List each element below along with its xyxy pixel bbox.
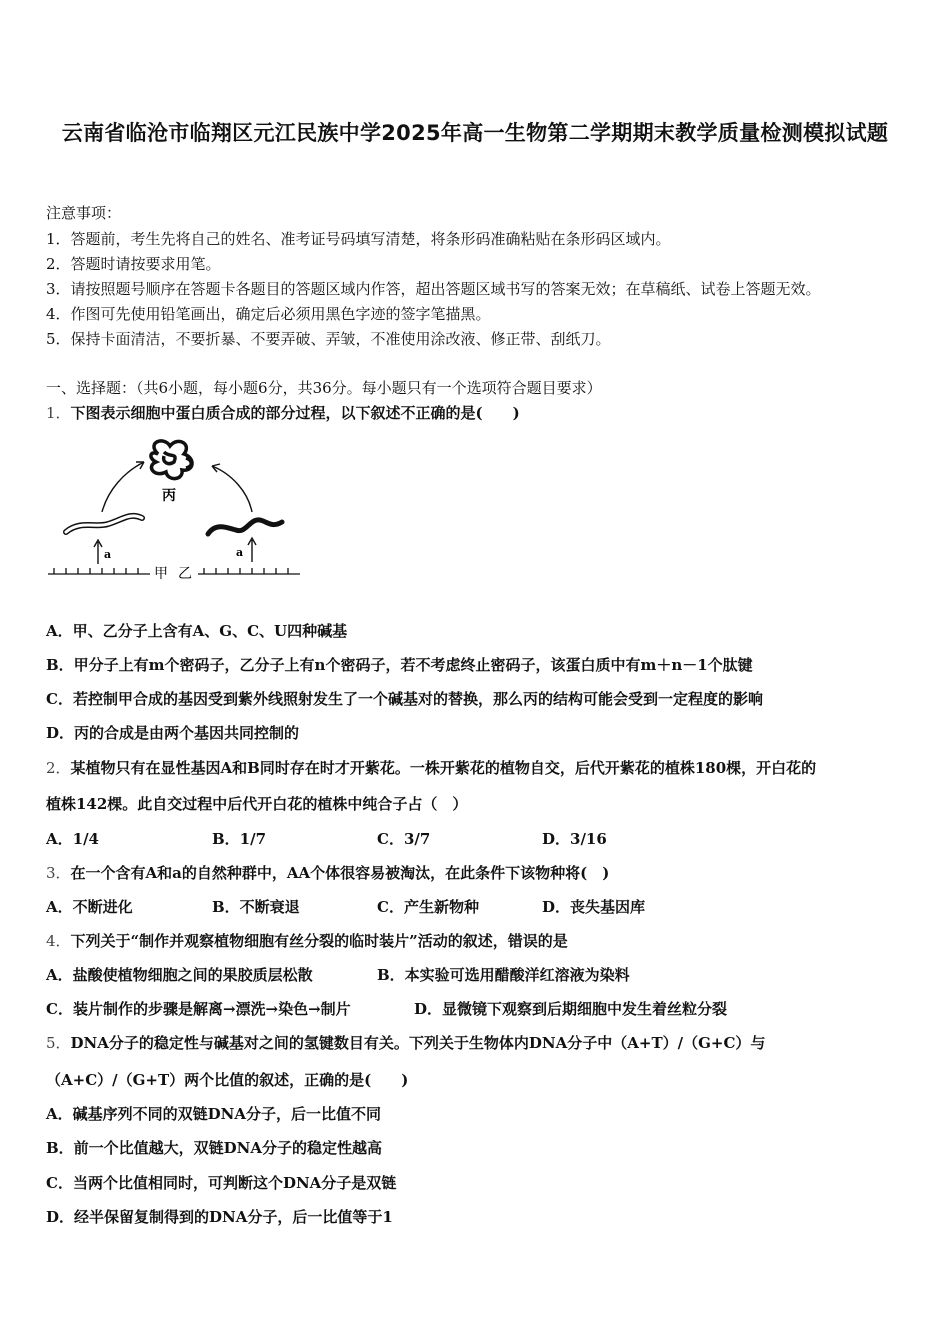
option-1d: D．丙的合成是由两个基因共同控制的 [46,724,300,742]
option-5c: C．当两个比值相同时，可判断这个DNA分子是双链 [46,1174,397,1192]
option-2c: C．3/7 [377,830,431,848]
mrna-yi [198,568,300,574]
arrow-up-right [248,538,256,562]
protein-synthesis-figure [46,432,306,582]
section-heading: 一、选择题：（共6小题，每小题6分，共36分。每小题只有一个选项符合题目要求） [46,379,602,397]
option-4d: D．显微镜下观察到后期细胞中发生着丝粒分裂 [414,1000,728,1018]
label-a-right: a [236,546,244,559]
question-5-stem: 5．DNA分子的稳定性与碱基对之间的氢键数目有关。下列关于生物体内DNA分子中（A+T）/（G+C）与 [46,1034,766,1052]
option-5b: B．前一个比值越大，双链DNA分子的稳定性越高 [46,1139,383,1157]
option-5d: D．经半保留复制得到的DNA分子，后一比值等于1 [46,1208,393,1226]
option-3a: A．不断进化 [46,898,133,916]
question-2-stem-cont: 植株142棵。此自交过程中后代开白花的植株中纯合子占（ ） [46,795,468,813]
question-2-stem: 2．某植物只有在显性基因A和B同时存在时才开紫花。一株开紫花的植物自交，后代开紫花的植株180棵，开白花的 [46,759,817,777]
question-5-stem-cont: （A+C）/（G+T）两个比值的叙述，正确的是( ) [46,1071,409,1089]
question-4-stem: 4．下列关于“制作并观察植物细胞有丝分裂的临时装片”活动的叙述，错误的是 [46,932,568,950]
option-4c: C．装片制作的步骤是解离→漂洗→染色→制片 [46,1000,351,1018]
mrna-jia [48,568,150,574]
option-2b: B．1/7 [212,830,267,848]
question-number: 2． [46,759,71,777]
question-number: 4． [46,932,71,950]
notice-item: 2．答题时请按要求用笔。 [46,255,221,273]
page-title: 云南省临沧市临翔区元江民族中学2025年高一生物第二学期期末教学质量检测模拟试题 [61,121,889,145]
option-4a: A．盐酸使植物细胞之间的果胶质层松散 [46,966,313,984]
curved-arrow-left [102,462,144,512]
option-1b: B．甲分子上有m个密码子，乙分子上有n个密码子，若不考虑终止密码子，该蛋白质中有m＋n－1个肽键 [46,656,753,674]
option-2d: D．3/16 [542,830,607,848]
arrow-up-left [94,540,102,564]
question-number: 5． [46,1034,71,1052]
option-3b: B．不断衰退 [212,898,300,916]
option-2a: A．1/4 [46,830,99,848]
notice-item: 1．答题前，考生先将自己的姓名、准考证号码填写清楚，将条形码准确粘贴在条形码区域内。 [46,230,671,248]
notice-item: 5．保持卡面清洁，不要折暴、不要弄破、弄皱，不准使用涂改液、修正带、刮纸刀。 [46,330,611,348]
notice-item: 4．作图可先使用铅笔画出，确定后必须用黑色字迹的签字笔描黑。 [46,305,491,323]
question-1-stem: 1．下图表示细胞中蛋白质合成的部分过程，以下叙述不正确的是( ) [46,404,520,422]
peptide-chain-right [208,520,282,534]
label-jia: 甲 [154,566,168,582]
protein-coil-icon [151,441,192,479]
label-a-left: a [104,548,112,561]
option-1a: A．甲、乙分子上含有A、G、C、U四种碱基 [46,622,348,640]
label-protein: 丙 [162,488,176,504]
question-3-stem: 3．在一个含有A和a的自然种群中，AA个体很容易被淘汰，在此条件下该物种将( ) [46,864,610,882]
option-3c: C．产生新物种 [377,898,479,916]
option-5a: A．碱基序列不同的双链DNA分子，后一比值不同 [46,1105,381,1123]
question-number: 1． [46,404,71,422]
notice-item: 3．请按照题号顺序在答题卡各题目的答题区域内作答，超出答题区域书写的答案无效；在草稿纸、试卷上答题无效。 [46,280,821,298]
label-yi: 乙 [178,566,192,582]
option-1c: C．若控制甲合成的基因受到紫外线照射发生了一个碱基对的替换，那么丙的结构可能会受到一定程度的影响 [46,690,763,708]
notice-heading: 注意事项： [46,204,122,222]
option-4b: B．本实验可选用醋酸洋红溶液为染料 [377,966,630,984]
option-3d: D．丧失基因库 [542,898,646,916]
curved-arrow-right [212,466,252,512]
question-number: 3． [46,864,71,882]
